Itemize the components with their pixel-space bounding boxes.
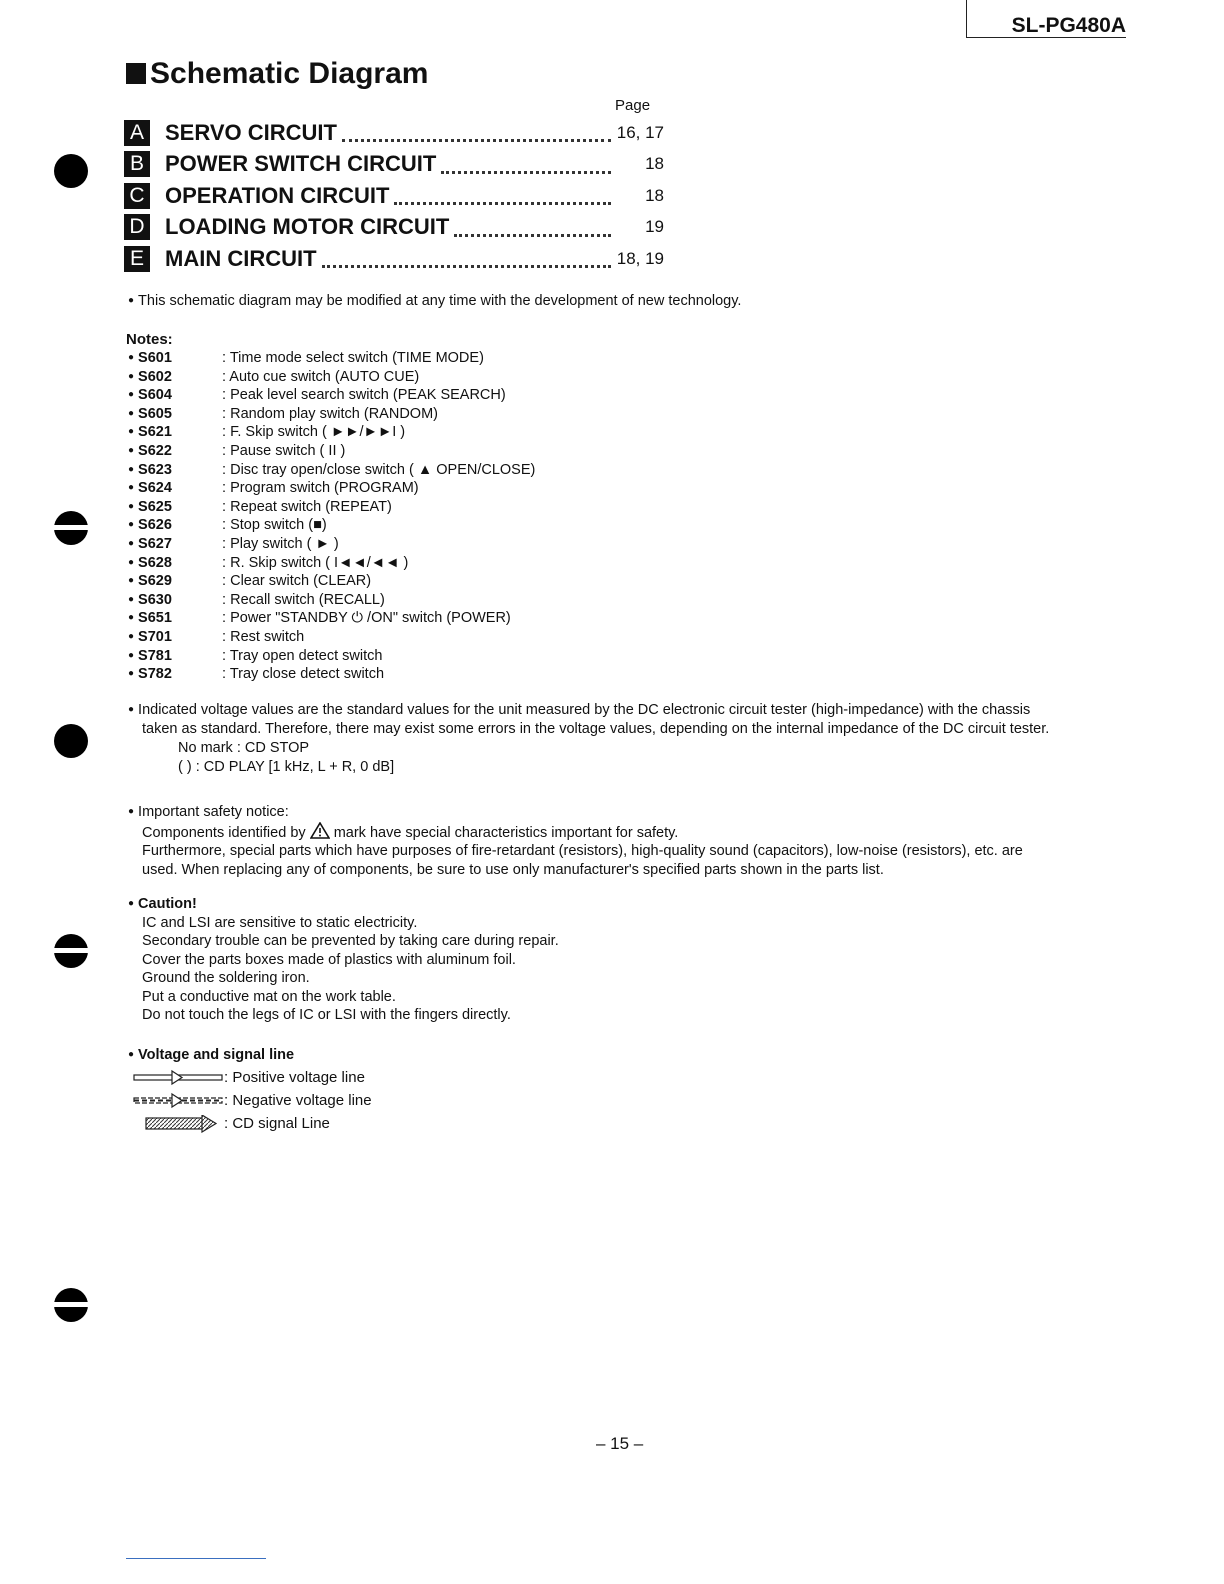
toc-name: MAIN CIRCUIT [165,245,317,271]
note-item [128,405,535,424]
legend-label: : Negative voltage line [224,1091,372,1109]
toc-leader [394,182,611,205]
bullet-icon: ● [128,630,135,642]
note-code: S782 [138,666,172,683]
note-desc: : Recall switch (RECALL) [222,591,385,608]
safety-line1-post: mark have special characteristics important for safety. [333,824,679,841]
bullet-icon: ● [128,575,135,587]
bullet-icon: ● [128,519,135,531]
voltage-notice [128,701,1049,776]
note-item [128,386,535,405]
note-code: S624 [138,480,172,497]
note-code: S626 [138,517,172,534]
note-desc: : Stop switch (■) [222,517,327,534]
toc-page: 16, 17 [616,122,664,142]
note-code: S605 [138,405,172,422]
caution-line: Cover the parts boxes made of plastics with aluminum foil. [142,951,516,968]
voltage-notice-text: Indicated voltage values are the standard values for the unit measured by the DC electronic circuit tester (high-impedance) with the chassis [138,702,1031,718]
note-item [128,516,535,535]
toc-name: SERVO CIRCUIT [165,119,337,145]
note-desc: : R. Skip switch ( I◄◄/◄◄ ) [222,554,409,571]
toc-item[interactable] [124,117,664,149]
safety-notice [128,803,1023,879]
note-item [128,591,535,610]
caution-heading-text: Caution! [138,896,197,912]
note-item [128,665,535,684]
toc-page: 18, 19 [616,248,664,268]
bullet-icon: ● [128,806,135,817]
note-desc: : Tray close detect switch [222,666,385,683]
toc-page-label: Page [615,97,651,114]
toc-page: 19 [645,217,664,237]
toc-leader [342,119,611,142]
note-code: S602 [138,368,172,385]
toc-letter: D [124,214,150,240]
note-item [128,628,535,647]
note-desc: : Power "STANDBY ⏻ /ON" switch (POWER) [222,610,511,627]
note-desc: : Program switch (PROGRAM) [222,480,419,497]
toc-name: LOADING MOTOR CIRCUIT [165,214,450,240]
cd-signal-line-icon [132,1115,224,1133]
caution-line: Ground the soldering iron. [142,970,310,986]
note-item [128,461,535,480]
binder-hole [54,154,88,188]
bullet-icon: ● [128,444,135,456]
notes-heading: Notes: [126,331,173,348]
note-code: S623 [138,461,172,478]
note-code: S627 [138,535,172,552]
table-of-contents [124,117,664,275]
modify-notice [128,292,741,311]
note-item [128,368,535,387]
note-code: S630 [138,591,172,608]
page-title-text: Schematic Diagram [150,57,429,90]
caution-line: Secondary trouble can be prevented by taking care during repair. [142,933,559,949]
bullet-icon: ● [128,463,135,475]
caution-notice [128,895,559,1025]
notes-list [128,349,535,684]
note-item [128,609,535,628]
safety-heading-text: Important safety notice: [138,804,289,820]
safety-line3: used. When replacing any of components, be sure to use only manufacturer's specified parts shown in the parts list. [142,861,884,878]
note-desc: : Clear switch (CLEAR) [222,573,372,590]
toc-leader [441,151,611,174]
bullet-icon: ● [128,1049,135,1060]
caution-heading [128,895,559,914]
note-desc: : Rest switch [222,628,305,645]
legend-label: : CD signal Line [224,1114,330,1132]
note-desc: : Repeat switch (REPEAT) [222,498,392,515]
bullet-icon: ● [128,389,135,401]
safety-heading [128,803,1023,822]
bullet-icon: ● [128,593,135,605]
page-number: – 15 – [596,1434,644,1453]
note-code: S625 [138,498,172,515]
caution-line: Do not touch the legs of IC or LSI with the fingers directly. [142,1007,511,1023]
toc-letter: C [124,183,150,209]
page-title [126,56,428,92]
footer-rule [126,1558,266,1559]
note-code: S628 [138,554,172,571]
note-code: S622 [138,442,172,459]
note-code: S651 [138,610,172,627]
note-desc: : Pause switch ( II ) [222,442,346,459]
caution-line: IC and LSI are sensitive to static electricity. [142,914,418,931]
warning-triangle-icon [310,822,330,839]
modify-notice-text: This schematic diagram may be modified at any time with the development of new technology. [138,293,742,309]
bullet-icon: ● [128,556,135,568]
note-desc: : Peak level search switch (PEAK SEARCH) [222,387,506,404]
voltage-notice-line2: taken as standard. Therefore, there may exist some errors in the voltage values, depending on the internal impedance of the DC circuit tester. [142,720,1050,737]
note-item [128,554,535,573]
legend-label: : Positive voltage line [224,1068,365,1086]
legend-cd-signal [128,1113,372,1136]
note-item [128,535,535,554]
toc-letter: A [124,120,150,146]
negative-voltage-line-icon [132,1092,224,1110]
binder-hole [54,934,88,968]
toc-page: 18 [645,154,664,174]
paren-legend: ( ) : CD PLAY [1 kHz, L + R, 0 dB] [178,758,395,775]
note-item [128,572,535,591]
note-code: S701 [138,628,172,645]
note-desc: : Disc tray open/close switch ( ▲ OPEN/CLOSE) [222,461,536,478]
caution-line: Put a conductive mat on the work table. [142,988,396,1005]
note-code: S604 [138,387,172,404]
note-code: S629 [138,573,172,590]
note-item [128,442,535,461]
bullet-icon: ● [128,352,135,363]
note-item [128,479,535,498]
note-item [128,349,535,368]
voltage-signal-legend [128,1046,372,1136]
bullet-icon: ● [128,426,135,438]
bullet-icon: ● [128,612,135,624]
positive-voltage-line-icon [132,1069,224,1087]
safety-line1 [128,822,1023,843]
toc-letter: B [124,151,150,177]
bullet-icon: ● [128,537,135,549]
note-desc: : Random play switch (RANDOM) [222,405,438,422]
voltage-signal-heading-text: Voltage and signal line [138,1047,295,1063]
note-code: S601 [138,350,172,366]
bullet-icon: ● [128,407,135,419]
note-desc: : F. Skip switch ( ►►/►►I ) [222,424,406,441]
square-bullet-icon [126,63,146,84]
no-mark-legend: No mark : CD STOP [178,740,310,756]
toc-leader [454,214,611,237]
toc-letter: E [124,246,150,272]
note-desc: : Auto cue switch (AUTO CUE) [222,368,420,385]
note-desc: : Play switch ( ► ) [222,535,339,552]
safety-line1-pre: Components identified by [142,824,306,841]
note-code: S621 [138,424,172,441]
bullet-icon: ● [128,649,135,661]
binder-hole [54,511,88,545]
legend-negative [128,1090,372,1113]
toc-item[interactable] [124,149,664,181]
binder-hole [54,724,88,758]
bullet-icon: ● [128,295,135,306]
toc-item[interactable] [124,243,664,275]
bullet-icon: ● [128,898,135,909]
note-desc: : Time mode select switch (TIME MODE) [222,350,484,366]
note-item [128,423,535,442]
voltage-signal-heading [128,1046,372,1065]
bullet-icon: ● [128,704,135,715]
bullet-icon: ● [128,482,135,494]
legend-positive [128,1067,372,1090]
voltage-notice-line1 [128,701,1049,720]
binder-hole [54,1288,88,1322]
toc-name: POWER SWITCH CIRCUIT [165,151,437,177]
toc-item[interactable] [124,212,664,244]
bullet-icon: ● [128,370,135,382]
note-item [128,498,535,517]
safety-line2: Furthermore, special parts which have purposes of fire-retardant (resistors), high-quality sound (capacitors), low-noise (resistors), etc. are [142,843,1023,859]
note-code: S781 [138,647,172,664]
toc-item[interactable] [124,180,664,212]
toc-page: 18 [645,185,664,205]
bullet-icon: ● [128,668,135,680]
toc-name: OPERATION CIRCUIT [165,182,390,208]
toc-leader [322,245,611,268]
model-number: SL-PG480A [966,0,1126,38]
note-desc: : Tray open detect switch [222,647,383,664]
note-item [128,647,535,666]
bullet-icon: ● [128,500,135,512]
